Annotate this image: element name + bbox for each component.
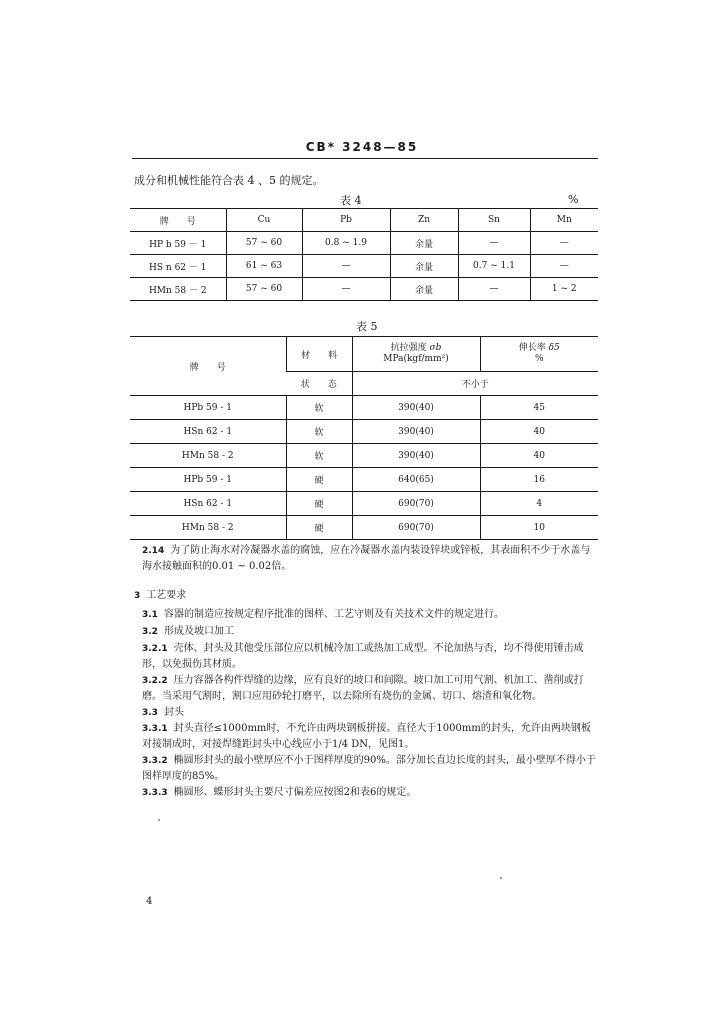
clause-number: 3.1: [142, 610, 158, 620]
elongation-unit: %: [534, 354, 544, 364]
table-row: [130, 468, 598, 492]
table4-col-zn: Zn: [390, 209, 458, 232]
table4-cell: 1 ~ 2: [530, 278, 598, 301]
table4-caption: 表 4: [340, 194, 362, 207]
clause-number: 3.3.2: [142, 756, 168, 766]
clause-3-2-2: [142, 673, 598, 704]
tensile-label: 抗拉强度: [390, 343, 427, 353]
table-row: [130, 516, 598, 540]
clause-3-3: [142, 705, 598, 721]
table5-cell: 45: [480, 396, 598, 420]
section-title: 工艺要求: [146, 590, 187, 601]
table5-cell: 690(70): [352, 492, 480, 516]
table5-cell: 软: [286, 444, 352, 468]
table-5: [130, 336, 598, 540]
section-heading: [134, 586, 186, 601]
table5-cell: HMn 58 - 2: [130, 516, 286, 540]
table5-cell: HMn 58 - 2: [130, 444, 286, 468]
table-row: [130, 396, 598, 420]
table5-cell: 640(65): [352, 468, 480, 492]
table4-cell: HP b 59 － 1: [130, 232, 226, 255]
clause-number: 3.2.2: [142, 676, 168, 686]
table5-cell: 硬: [286, 468, 352, 492]
scan-speck: [158, 819, 160, 821]
clause-3-3-1: [142, 721, 598, 752]
table4-cell: —: [530, 232, 598, 255]
table5-col-state: 状 态: [286, 372, 352, 396]
section-number: 3: [134, 591, 141, 601]
table5-caption: 表 5: [356, 320, 378, 333]
table5-cell: HPb 59 - 1: [130, 468, 286, 492]
table5-cell: 40: [480, 420, 598, 444]
clause-text: 封头直径≤1000mm时，不允许由两块钢板拼接。直径大于1000mm的封头，允许由两块钢板对接制成时，对接焊缝距封头中心线应小于1/4 DN，见图1。: [142, 723, 591, 750]
table4-unit: %: [568, 193, 579, 206]
clause-number: 3.3.3: [142, 788, 168, 798]
table4-col-cu: Cu: [226, 209, 302, 232]
clause-text: 椭圆形封头的最小壁厚应不小于图样厚度的90%。部分加长直边长度的封头，最小壁厚不得小于图样厚度的85%。: [142, 755, 596, 782]
table5-header-row: [130, 337, 598, 372]
table4-cell: 余量: [390, 232, 458, 255]
table4-cell: —: [302, 255, 390, 278]
table5-cell: 16: [480, 468, 598, 492]
clause-text: 为了防止海水对冷凝器水盖的腐蚀，应在冷凝器水盖内装设锌块或锌板，其表面积不少于水盖与海水接触面积的0.01 ~ 0.02倍。: [142, 545, 591, 572]
table5-cell: 390(40): [352, 396, 480, 420]
elongation-symbol: δ5: [548, 343, 560, 353]
table5-cell: 390(40): [352, 444, 480, 468]
table4-cell: 57 ~ 60: [226, 232, 302, 255]
clause-text: 压力容器各构件焊缝的边缘，应有良好的坡口和间隙。坡口加工可用气割、机加工、凿削或打磨。当采用气割时，割口应用砂轮打磨平，以去除所有烧伤的金属、切口、熔渣和氧化物。: [142, 675, 584, 702]
clause-3-1: [142, 607, 598, 623]
clause-number: 3.2: [142, 627, 158, 637]
table4-cell: 余量: [390, 255, 458, 278]
table-row: [130, 255, 598, 278]
clause-2-14: [142, 543, 598, 574]
table4-cell: 57 ~ 60: [226, 278, 302, 301]
table5-cell: HSn 62 - 1: [130, 492, 286, 516]
table4-col-grade: 牌 号: [130, 209, 226, 232]
table5-col-tensile: [352, 337, 480, 372]
clause-3-3-3: [142, 785, 598, 801]
table4-header-row: [130, 209, 598, 232]
clause-text: 椭圆形、蝶形封头主要尺寸偏差应按图2和表6的规定。: [173, 787, 417, 798]
table4-cell: 61 ~ 63: [226, 255, 302, 278]
table4-cell: —: [458, 232, 530, 255]
clause-number: 2.14: [142, 546, 165, 556]
clause-3-3-2: [142, 753, 598, 784]
table5-cell: 40: [480, 444, 598, 468]
table5-cell: 硬: [286, 516, 352, 540]
table4-cell: —: [458, 278, 530, 301]
clause-number: 3.2.1: [142, 644, 168, 654]
clause-3-2: [142, 624, 598, 640]
table4-cell: 0.7 ~ 1.1: [458, 255, 530, 278]
clause-text: 壳体、封头及其他受压部位应以机械冷加工或热加工成型。不论加热与否，均不得使用锤击成形，以免损伤其材质。: [142, 643, 584, 670]
table5-cell: 390(40): [352, 420, 480, 444]
table-row: [130, 492, 598, 516]
elongation-label: 伸长率: [518, 343, 546, 353]
tensile-unit: MPa(kgf/mm²): [383, 354, 449, 364]
clause-text: 形成及坡口加工: [163, 626, 234, 637]
table4-cell: HS n 62 － 1: [130, 255, 226, 278]
table5-col-elongation: [480, 337, 598, 372]
table5-cell: 硬: [286, 492, 352, 516]
table5-col-grade: 牌 号: [130, 337, 286, 396]
table5-col-material: 材 料: [286, 337, 352, 372]
table4-cell: 余量: [390, 278, 458, 301]
table4-col-mn: Mn: [530, 209, 598, 232]
table4-cell: HMn 58 － 2: [130, 278, 226, 301]
table-row: [130, 420, 598, 444]
intro-text: 成分和机械性能符合表 4 、5 的规定。: [134, 174, 324, 187]
table5-cell: HPb 59 - 1: [130, 396, 286, 420]
clause-3-2-1: [142, 641, 598, 672]
document-header: CB* 3248—85: [305, 140, 419, 154]
table4-col-sn: Sn: [458, 209, 530, 232]
table-row: [130, 232, 598, 255]
header-rule: [132, 158, 598, 159]
scan-speck: [500, 877, 502, 879]
clause-number: 3.3.1: [142, 724, 168, 734]
clause-text: 封头: [163, 707, 184, 718]
table4-col-pb: Pb: [302, 209, 390, 232]
table5-cell: 软: [286, 420, 352, 444]
table-4: [130, 208, 598, 301]
table-row: [130, 444, 598, 468]
table5-cell: 4: [480, 492, 598, 516]
tensile-symbol: σb: [429, 343, 442, 353]
table5-cell: 软: [286, 396, 352, 420]
table5-cell: 10: [480, 516, 598, 540]
table4-cell: 0.8 ~ 1.9: [302, 232, 390, 255]
table-row: [130, 278, 598, 301]
table5-min-note: 不小于: [352, 372, 598, 396]
table4-cell: —: [302, 278, 390, 301]
table4-cell: —: [530, 255, 598, 278]
table5-cell: HSn 62 - 1: [130, 420, 286, 444]
table5-cell: 690(70): [352, 516, 480, 540]
page-number: 4: [146, 896, 153, 907]
clause-text: 容器的制造应按规定程序批准的图样、工艺守则及有关技术文件的规定进行。: [163, 609, 504, 620]
clause-number: 3.3: [142, 708, 158, 718]
